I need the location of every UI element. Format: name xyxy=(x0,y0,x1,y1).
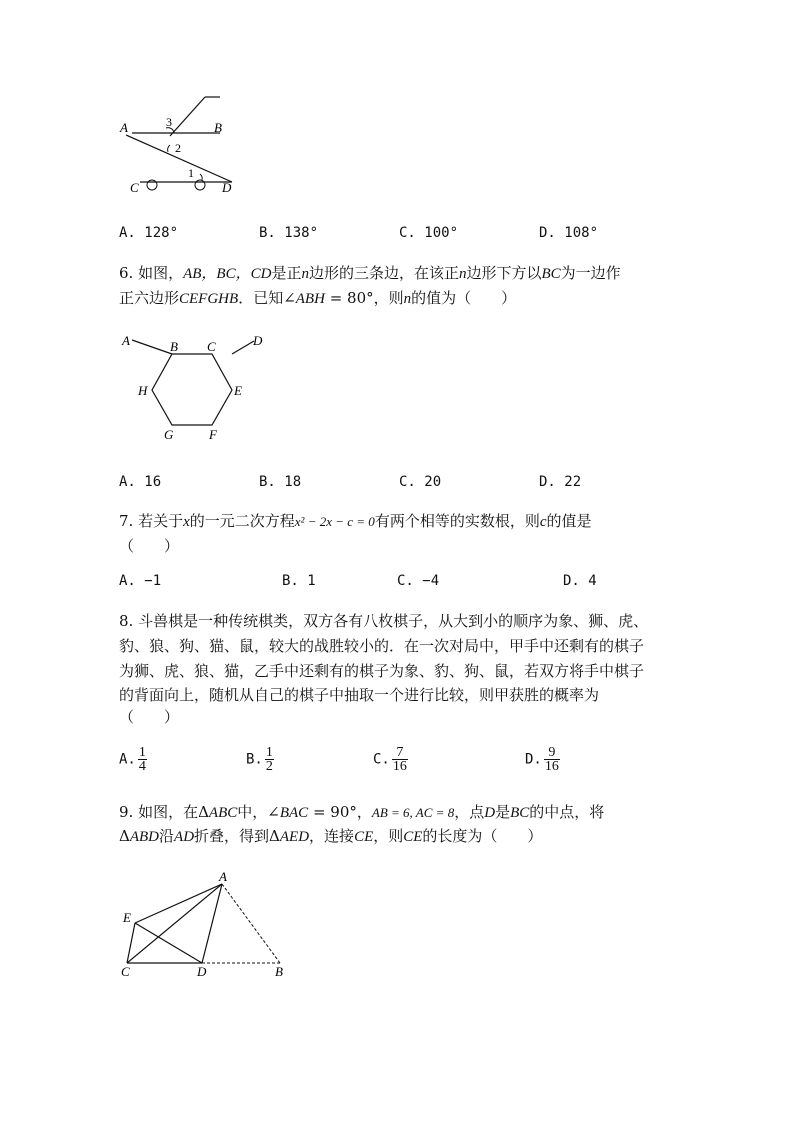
q5-option-b: B. 138° xyxy=(259,225,319,241)
q8-stem-line3: 为狮、虎、狼、猫，乙手中还剩有的棋子为象、豹、狗、鼠，若双方将手中棋子 xyxy=(119,662,645,680)
q5-figure xyxy=(112,92,252,202)
q6-label-b: B xyxy=(170,339,178,354)
q6-option-c: C. 20 xyxy=(399,474,442,490)
q5-option-d: D. 108° xyxy=(539,225,599,241)
q5-label-a: A xyxy=(120,120,128,135)
q8-option-c: C. $\frac{7}{16}$ xyxy=(373,745,407,774)
q7-stem-line1: 7. 若关于x的一元二次方程x² − 2x − c = 0有两个相等的实数根，则c的值是 xyxy=(119,512,592,530)
q8-option-d: D. $\frac{9}{16}$ xyxy=(525,745,559,774)
q9-label-c: C xyxy=(121,964,130,979)
q6-label-c: C xyxy=(207,339,216,354)
q6-label-a: A xyxy=(122,333,130,348)
q6-stem-line1: 6. 如图，AB，BC，CD是正n边形的三条边，在该正n边形下方以BC为一边作 xyxy=(119,264,621,282)
q6-label-e: E xyxy=(234,383,242,398)
q7-option-d: D. 4 xyxy=(563,573,597,589)
q5-label-d: D xyxy=(222,180,232,195)
q6-option-a: A. 16 xyxy=(119,474,162,490)
q8-stem-line4: 的背面向上，随机从自己的棋子中抽取一个进行比较，则甲获胜的概率为 xyxy=(119,686,600,704)
q5-option-c: C. 100° xyxy=(399,225,459,241)
q8-option-a: A. $\frac{1}{4}$ xyxy=(119,745,146,774)
q7-option-a: A. −1 xyxy=(119,573,162,589)
q8-stem-line2: 豹、狼、狗、猫、鼠，较大的战胜较小的．在一次对局中，甲手中还剩有的棋子 xyxy=(119,637,645,655)
q7-option-c: C. −4 xyxy=(397,573,440,589)
q5-option-a: A. 128° xyxy=(119,225,179,241)
q7-option-b: B. 1 xyxy=(282,573,316,589)
q8-stem-line5: （ ） xyxy=(119,708,180,726)
q9-fold-figure xyxy=(112,866,302,984)
q6-stem-line2: 正六边形CEFGHB．已知∠ABH = 80°，则n的值为（ ） xyxy=(119,289,517,307)
q9-label-a: A xyxy=(219,869,227,884)
q9-label-e: E xyxy=(123,910,131,925)
q6-label-h: H xyxy=(138,383,148,398)
q9-stem-line1: 9. 如图，在ΔABC中，∠BAC = 90°，AB = 6, AC = 8，点D是BC的中点，将 xyxy=(119,803,605,821)
q7-stem-line2: （ ） xyxy=(119,537,180,555)
q5-label-angle1: 1 xyxy=(188,166,194,180)
q9-stem-line2: ΔABD沿AD折叠，得到ΔAED，连接CE，则CE的长度为（ ） xyxy=(119,827,543,845)
q6-option-d: D. 22 xyxy=(539,474,582,490)
q8-option-b: B. $\frac{1}{2}$ xyxy=(246,745,273,774)
q5-label-c: C xyxy=(130,180,139,195)
q6-option-b: B. 18 xyxy=(259,474,302,490)
q9-label-b: B xyxy=(275,964,283,979)
q9-label-d: D xyxy=(197,964,207,979)
q6-label-f: F xyxy=(209,427,217,442)
q6-label-g: G xyxy=(164,427,174,442)
q6-label-d: D xyxy=(253,333,263,348)
q5-label-b: B xyxy=(214,120,222,135)
q5-label-angle3: 3 xyxy=(166,115,172,129)
q6-hexagon-figure xyxy=(112,330,282,448)
q8-stem-line1: 8. 斗兽棋是一种传统棋类，双方各有八枚棋子，从大到小的顺序为象、狮、虎、 xyxy=(119,612,649,630)
q5-label-angle2: 2 xyxy=(175,141,181,155)
